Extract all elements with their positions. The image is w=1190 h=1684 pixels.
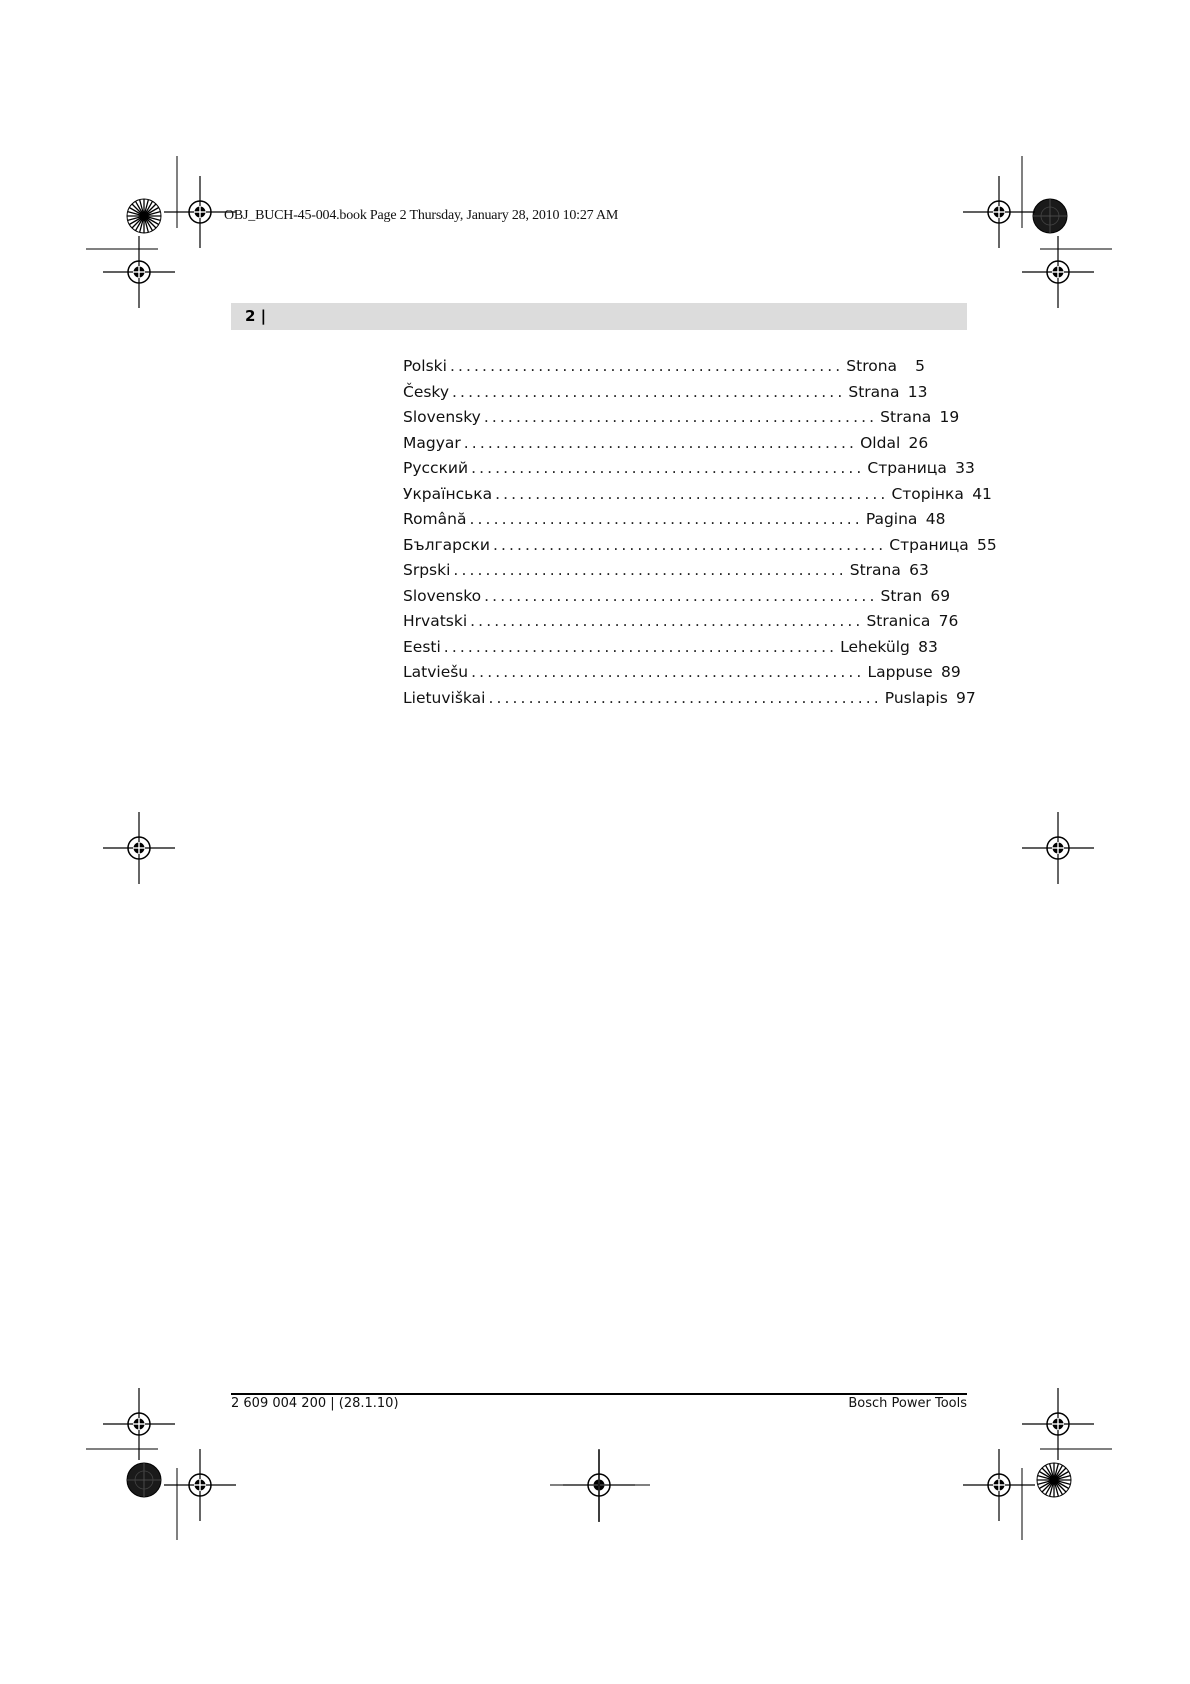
toc-leader-dots: .................................................	[471, 663, 865, 681]
toc-page-word: Puslapis	[884, 688, 948, 707]
registration-mark	[1022, 236, 1094, 308]
registration-mark	[963, 1449, 1035, 1521]
toc-page-word: Strona	[846, 357, 898, 375]
toc-language: Polski	[403, 357, 447, 375]
toc-entry[interactable]	[403, 663, 961, 689]
toc-page-number: 13	[907, 382, 928, 401]
toc-leader-dots: .................................................	[449, 357, 844, 375]
page-header-bar	[231, 303, 967, 330]
toc-leader-dots: .................................................	[484, 586, 878, 605]
toc-page-word: Lappuse	[867, 663, 933, 681]
toc-language: Lietuviškai	[403, 688, 486, 707]
registration-mark	[103, 812, 175, 884]
color-bar-starburst-top-left	[127, 199, 161, 233]
toc-language: Български	[403, 535, 490, 554]
toc-page-word: Страница	[867, 459, 947, 477]
toc-page-word: Страница	[889, 535, 969, 554]
toc-language: Srpski	[403, 561, 451, 579]
footer-document-number: 2 609 004 200 | (28.1.10)	[231, 1396, 399, 1411]
toc-leader-dots: .................................................	[453, 561, 847, 579]
toc-leader-dots: .................................................	[463, 433, 858, 452]
toc-page-number: 83	[918, 637, 938, 656]
toc-entry[interactable]	[403, 459, 975, 485]
toc-page-word: Pagina	[865, 510, 918, 528]
color-bar-disc-bottom-left	[127, 1463, 161, 1497]
toc-entry[interactable]	[403, 561, 929, 587]
toc-leader-dots: .................................................	[443, 637, 838, 656]
print-slug-line: OBJ_BUCH-45-004.book Page 2 Thursday, January 28, 2010 10:27 AM	[224, 208, 619, 223]
toc-language: Hrvatski	[403, 612, 468, 630]
toc-entry[interactable]	[403, 688, 976, 715]
toc-entry[interactable]	[403, 535, 997, 562]
toc-page-number: 33	[955, 459, 975, 477]
registration-mark	[103, 236, 175, 308]
toc-page-word: Сторінка	[891, 484, 964, 503]
toc-page-number: 89	[940, 663, 961, 681]
toc-entry[interactable]	[403, 586, 951, 613]
toc-page-number: 97	[956, 688, 976, 707]
toc-page-number: 48	[925, 510, 946, 528]
toc-page-word: Oldal	[860, 433, 901, 452]
toc-entry[interactable]	[403, 637, 938, 664]
toc-language: Magyar	[403, 433, 461, 452]
toc-language: Eesti	[403, 637, 441, 656]
toc-language: Slovensky	[403, 408, 481, 426]
toc-leader-dots: .................................................	[471, 459, 865, 477]
toc-leader-dots: .................................................	[452, 382, 846, 401]
toc-page-number: 19	[939, 408, 960, 426]
toc-page-word: Stran	[880, 586, 923, 605]
toc-entry[interactable]	[403, 612, 959, 638]
registration-mark	[963, 176, 1035, 248]
registration-mark	[1022, 812, 1094, 884]
toc-entry[interactable]	[403, 484, 992, 511]
toc-entry[interactable]	[403, 510, 946, 536]
toc-leader-dots: .................................................	[469, 510, 863, 528]
color-bar-disc-top-right	[1033, 199, 1067, 233]
toc-leader-dots: .................................................	[483, 408, 878, 426]
toc-page-number: 41	[972, 484, 992, 503]
footer-rule	[231, 1393, 967, 1395]
toc-entry[interactable]	[403, 433, 929, 460]
toc-language: Українська	[403, 484, 493, 503]
toc-page-number: 69	[930, 586, 951, 605]
toc-language: Slovensko	[403, 586, 482, 605]
registration-mark	[164, 1449, 236, 1521]
toc-language: Česky	[403, 382, 450, 401]
toc-leader-dots: .................................................	[488, 688, 882, 707]
toc-entry[interactable]	[403, 408, 960, 434]
toc-language: Română	[403, 510, 467, 528]
toc-language: Русский	[403, 459, 469, 477]
page-number: 2 |	[245, 307, 267, 325]
toc-leader-dots: .................................................	[470, 612, 864, 630]
toc-page-number: 26	[908, 433, 929, 452]
toc-page-word: Strana	[880, 408, 932, 426]
toc-page-word: Strana	[848, 382, 900, 401]
toc-language: Latviešu	[403, 663, 469, 681]
footer-brand: Bosch Power Tools	[848, 1396, 967, 1411]
toc-page-number: 76	[938, 612, 959, 630]
toc-page-word: Strana	[849, 561, 901, 579]
toc-page-word: Lehekülg	[840, 637, 910, 656]
toc-entry[interactable]	[403, 357, 926, 383]
toc-leader-dots: .................................................	[495, 484, 889, 503]
toc-entry[interactable]	[403, 382, 928, 409]
table-of-contents	[403, 357, 997, 714]
color-bar-starburst-bottom-right	[1037, 1463, 1071, 1497]
toc-page-number: 63	[909, 561, 929, 579]
toc-page-number: 5	[915, 357, 926, 375]
toc-leader-dots: .................................................	[492, 535, 887, 554]
toc-page-word: Stranica	[866, 612, 931, 630]
toc-page-number: 55	[976, 535, 997, 554]
